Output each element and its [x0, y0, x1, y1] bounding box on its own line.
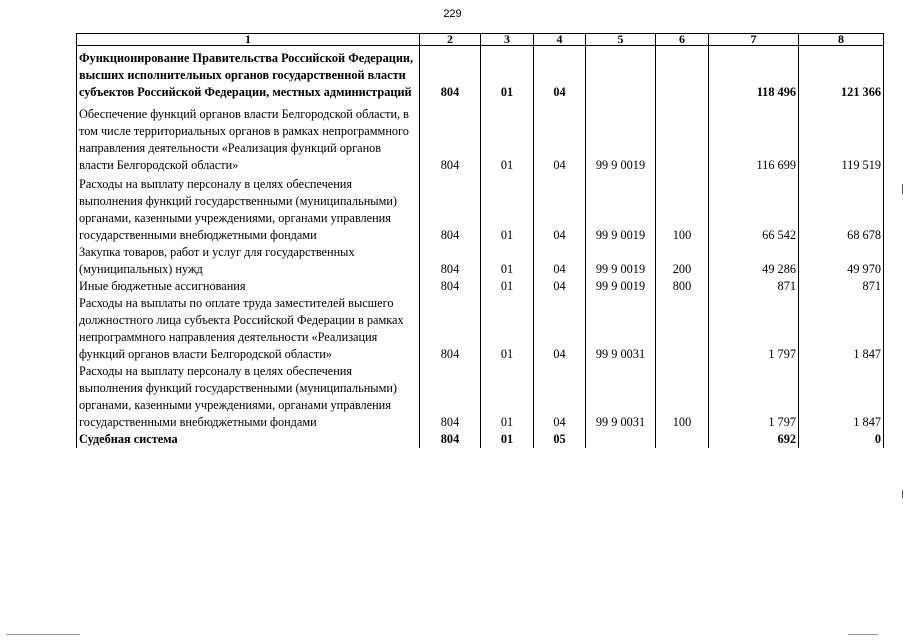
- cell-subsection-code: 04: [534, 295, 586, 363]
- table-row: [77, 46, 884, 104]
- cell-amount-year2: 0: [799, 431, 884, 448]
- cell-target-article: [586, 46, 656, 104]
- cell-expense-type: 800: [656, 278, 709, 295]
- scan-edge-mark: [902, 184, 903, 194]
- page-number: 229: [443, 8, 462, 20]
- cell-department-code: 804: [420, 295, 481, 363]
- cell-expense-type: [656, 295, 709, 363]
- cell-amount-year2: 871: [799, 278, 884, 295]
- cell-department-code: 804: [420, 176, 481, 244]
- cell-target-article: 99 9 0019: [586, 103, 656, 176]
- cell-amount-year1: 871: [709, 278, 799, 295]
- table-row: [77, 295, 884, 363]
- cell-section-code: 01: [481, 278, 534, 295]
- cell-amount-year2: 1 847: [799, 295, 884, 363]
- cell-expense-type: [656, 431, 709, 448]
- cell-expense-type: [656, 46, 709, 104]
- cell-amount-year1: 1 797: [709, 363, 799, 431]
- cell-department-code: 804: [420, 431, 481, 448]
- table-row: [77, 278, 884, 295]
- cell-subsection-code: 04: [534, 363, 586, 431]
- cell-section-code: 01: [481, 431, 534, 448]
- column-header: 3: [481, 34, 534, 46]
- cell-name: Обеспечение функций органов власти Белгородской области, в том числе территориальных органов в рамках непрограммного направления деятельности «Реализация функций органов власти Белгородской области»: [77, 103, 420, 176]
- cell-amount-year2: 1 847: [799, 363, 884, 431]
- cell-target-article: [586, 431, 656, 448]
- scan-edge-mark: [902, 490, 903, 498]
- cell-name: Расходы на выплату персоналу в целях обеспечения выполнения функций государственными (муниципальными) органами, казенными учреждениями, органами управления государственными внебюджетными фондами: [77, 363, 420, 431]
- column-header: 1: [77, 34, 420, 46]
- cell-subsection-code: 04: [534, 46, 586, 104]
- cell-section-code: 01: [481, 176, 534, 244]
- column-header: 8: [799, 34, 884, 46]
- cell-subsection-code: 04: [534, 278, 586, 295]
- budget-table: [76, 33, 884, 448]
- cell-name: Расходы на выплаты по оплате труда заместителей высшего должностного лица субъекта Российской Федерации в рамках непрограммного направления деятельности «Реализация функций органов власти Белгородской области»: [77, 295, 420, 363]
- cell-section-code: 01: [481, 363, 534, 431]
- column-header: 6: [656, 34, 709, 46]
- cell-department-code: 804: [420, 244, 481, 278]
- table-row: [77, 244, 884, 278]
- cell-section-code: 01: [481, 244, 534, 278]
- cell-name: Расходы на выплату персоналу в целях обеспечения выполнения функций государственными (муниципальными) органами, казенными учреждениями, органами управления государственными внебюджетными фондами: [77, 176, 420, 244]
- cell-target-article: 99 9 0019: [586, 176, 656, 244]
- bottom-rule: [6, 634, 80, 635]
- cell-amount-year2: 68 678: [799, 176, 884, 244]
- cell-amount-year1: 66 542: [709, 176, 799, 244]
- cell-amount-year1: 116 699: [709, 103, 799, 176]
- table-header-row: [77, 34, 884, 46]
- cell-expense-type: 200: [656, 244, 709, 278]
- cell-amount-year1: 118 496: [709, 46, 799, 104]
- cell-section-code: 01: [481, 46, 534, 104]
- cell-amount-year1: 692: [709, 431, 799, 448]
- cell-subsection-code: 05: [534, 431, 586, 448]
- cell-section-code: 01: [481, 103, 534, 176]
- cell-department-code: 804: [420, 278, 481, 295]
- cell-expense-type: 100: [656, 363, 709, 431]
- column-header: 4: [534, 34, 586, 46]
- cell-name: Закупка товаров, работ и услуг для государственных (муниципальных) нужд: [77, 244, 420, 278]
- cell-amount-year2: 119 519: [799, 103, 884, 176]
- cell-department-code: 804: [420, 103, 481, 176]
- cell-section-code: 01: [481, 295, 534, 363]
- cell-amount-year1: 1 797: [709, 295, 799, 363]
- table-body: [77, 46, 884, 449]
- cell-amount-year2: 49 970: [799, 244, 884, 278]
- cell-amount-year2: 121 366: [799, 46, 884, 104]
- cell-target-article: 99 9 0019: [586, 244, 656, 278]
- column-header: 7: [709, 34, 799, 46]
- bottom-rule: [848, 634, 878, 635]
- cell-name: Судебная система: [77, 431, 420, 448]
- cell-target-article: 99 9 0019: [586, 278, 656, 295]
- cell-amount-year1: 49 286: [709, 244, 799, 278]
- table-row: [77, 176, 884, 244]
- table-row: [77, 363, 884, 431]
- cell-name: Функционирование Правительства Российской Федерации, высших исполнительных органов государственной власти субъектов Российской Федерации, местных администраций: [77, 46, 420, 104]
- column-header: 5: [586, 34, 656, 46]
- table-row: [77, 431, 884, 448]
- cell-name: Иные бюджетные ассигнования: [77, 278, 420, 295]
- cell-subsection-code: 04: [534, 176, 586, 244]
- cell-target-article: 99 9 0031: [586, 363, 656, 431]
- cell-subsection-code: 04: [534, 103, 586, 176]
- cell-expense-type: 100: [656, 176, 709, 244]
- cell-expense-type: [656, 103, 709, 176]
- cell-department-code: 804: [420, 363, 481, 431]
- cell-department-code: 804: [420, 46, 481, 104]
- column-header: 2: [420, 34, 481, 46]
- cell-target-article: 99 9 0031: [586, 295, 656, 363]
- table-row: [77, 103, 884, 176]
- cell-subsection-code: 04: [534, 244, 586, 278]
